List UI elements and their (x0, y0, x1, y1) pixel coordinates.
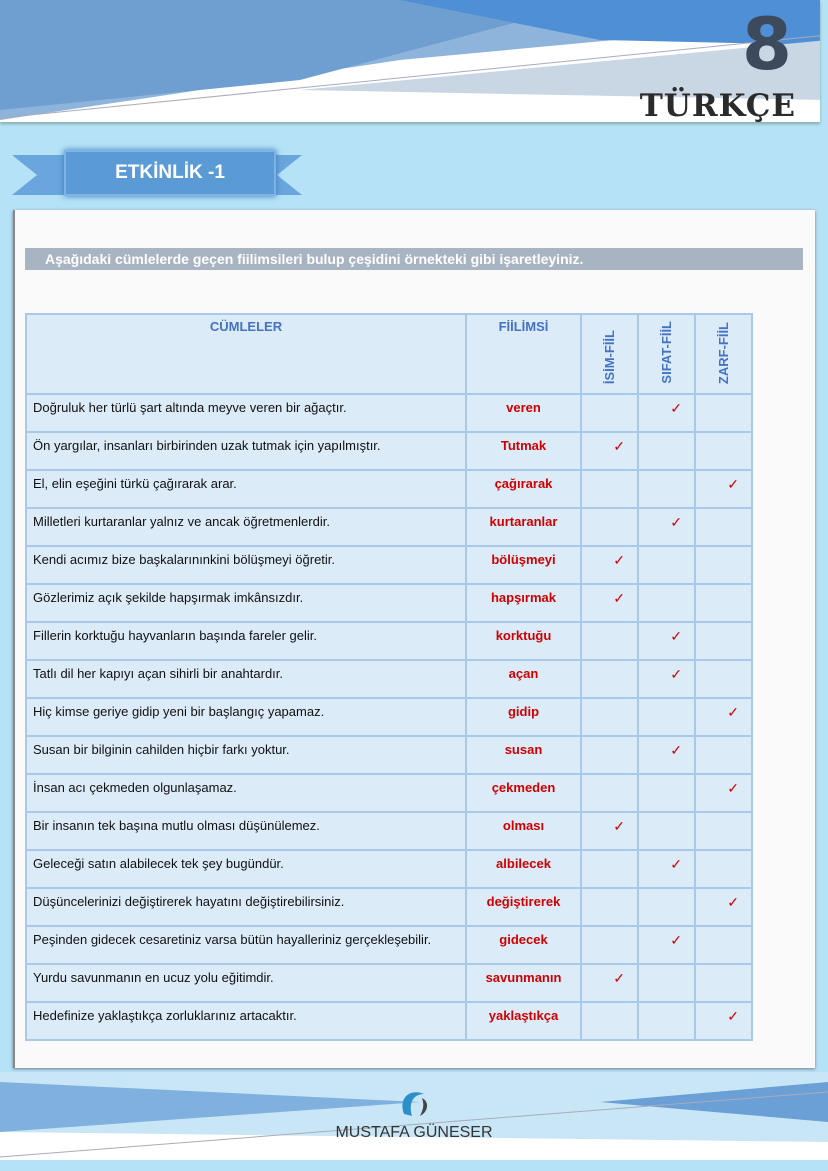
table-row (26, 926, 752, 964)
check-cell (581, 584, 638, 622)
check-cell (695, 698, 752, 736)
empty-cell (581, 660, 638, 698)
header-verbal: FİİLİMSİ (466, 314, 581, 394)
empty-cell (638, 888, 695, 926)
sentence-cell: Bir insanın tek başına mutlu olması düşünülemez. (26, 812, 466, 850)
empty-cell (638, 964, 695, 1002)
empty-cell (638, 546, 695, 584)
empty-cell (695, 622, 752, 660)
check-icon: ✓ (727, 476, 739, 492)
empty-cell (581, 736, 638, 774)
sentence-cell: El, elin eşeğini türkü çağırarak arar. (26, 470, 466, 508)
check-cell (638, 926, 695, 964)
subject-title: TÜRKÇE (639, 88, 796, 122)
activity-card (13, 210, 815, 1068)
check-cell (638, 508, 695, 546)
page-header (0, 0, 820, 122)
table-row (26, 964, 752, 1002)
table-row (26, 508, 752, 546)
check-icon: ✓ (613, 590, 625, 606)
check-cell (695, 888, 752, 926)
grade-number: 8 (741, 2, 792, 86)
check-icon: ✓ (727, 780, 739, 796)
verbal-cell: kurtaranlar (466, 508, 581, 546)
verbal-cell: açan (466, 660, 581, 698)
verbal-cell: olması (466, 812, 581, 850)
header-zarf-fiil: ZARF-FİİL (695, 314, 752, 394)
check-icon: ✓ (670, 856, 682, 872)
verbal-cell: susan (466, 736, 581, 774)
empty-cell (581, 622, 638, 660)
check-cell (638, 622, 695, 660)
sentence-cell: Tatlı dil her kapıyı açan sihirli bir anahtardır. (26, 660, 466, 698)
check-cell (695, 774, 752, 812)
check-cell (638, 850, 695, 888)
check-icon: ✓ (670, 628, 682, 644)
verbal-cell: gidip (466, 698, 581, 736)
check-cell (638, 736, 695, 774)
check-icon: ✓ (727, 1008, 739, 1024)
header-isim-fiil: İSİM-FİİL (581, 314, 638, 394)
empty-cell (581, 850, 638, 888)
sentence-cell: Susan bir bilginin cahilden hiçbir farkı yoktur. (26, 736, 466, 774)
verbal-cell: veren (466, 394, 581, 432)
table-row (26, 850, 752, 888)
check-icon: ✓ (613, 552, 625, 568)
sentence-cell: Geleceği satın alabilecek tek şey bugündür. (26, 850, 466, 888)
sentence-cell: Hiç kimse geriye gidip yeni bir başlangıç yapamaz. (26, 698, 466, 736)
empty-cell (581, 394, 638, 432)
table-row (26, 812, 752, 850)
check-cell (581, 432, 638, 470)
activity-title: ETKİNLİK -1 (64, 150, 276, 196)
check-icon: ✓ (613, 818, 625, 834)
table-row (26, 736, 752, 774)
verbal-cell: korktuğu (466, 622, 581, 660)
empty-cell (695, 926, 752, 964)
check-icon: ✓ (670, 666, 682, 682)
empty-cell (638, 812, 695, 850)
empty-cell (638, 698, 695, 736)
verbal-cell: gidecek (466, 926, 581, 964)
empty-cell (581, 926, 638, 964)
check-icon: ✓ (670, 932, 682, 948)
table-row (26, 546, 752, 584)
instruction-bar: Aşağıdaki cümlelerde geçen fiilimsileri bulup çeşidini örnekteki gibi işaretleyiniz. (25, 248, 803, 270)
sentence-cell: Doğruluk her türlü şart altında meyve veren bir ağaçtır. (26, 394, 466, 432)
table-row (26, 774, 752, 812)
table-row (26, 888, 752, 926)
sentence-cell: Düşüncelerinizi değiştirerek hayatını değiştirebilirsiniz. (26, 888, 466, 926)
sentence-cell: Ön yargılar, insanları birbirinden uzak tutmak için yapılmıştır. (26, 432, 466, 470)
empty-cell (695, 964, 752, 1002)
check-cell (638, 394, 695, 432)
verbal-cell: Tutmak (466, 432, 581, 470)
verbal-table (25, 313, 753, 1041)
empty-cell (638, 1002, 695, 1040)
brand-name: MUSTAFA GÜNESER (335, 1124, 493, 1141)
verbal-cell: değiştirerek (466, 888, 581, 926)
empty-cell (638, 774, 695, 812)
sentence-cell: İnsan acı çekmeden olgunlaşamaz. (26, 774, 466, 812)
sentence-cell: Kendi acımız bize başkalarınınkini bölüşmeyi öğretir. (26, 546, 466, 584)
empty-cell (695, 660, 752, 698)
empty-cell (695, 508, 752, 546)
header-sifat-fiil: SIFAT-FİİL (638, 314, 695, 394)
sentence-cell: Gözlerimiz açık şekilde hapşırmak imkânsızdır. (26, 584, 466, 622)
check-cell (581, 812, 638, 850)
check-icon: ✓ (727, 894, 739, 910)
table-row (26, 432, 752, 470)
check-icon: ✓ (670, 742, 682, 758)
check-icon: ✓ (613, 970, 625, 986)
verbal-cell: albilecek (466, 850, 581, 888)
empty-cell (638, 584, 695, 622)
verbal-cell: savunmanın (466, 964, 581, 1002)
activity-ribbon (12, 140, 312, 210)
empty-cell (638, 470, 695, 508)
sentence-cell: Milletleri kurtaranlar yalnız ve ancak öğretmenlerdir. (26, 508, 466, 546)
table-row (26, 470, 752, 508)
check-cell (638, 660, 695, 698)
table-row (26, 584, 752, 622)
empty-cell (581, 508, 638, 546)
table-row (26, 394, 752, 432)
check-cell (695, 1002, 752, 1040)
empty-cell (695, 432, 752, 470)
empty-cell (695, 812, 752, 850)
empty-cell (695, 584, 752, 622)
table-row (26, 622, 752, 660)
verbal-cell: yaklaştıkça (466, 1002, 581, 1040)
page-footer (0, 1072, 828, 1160)
check-icon: ✓ (613, 438, 625, 454)
sentence-cell: Fillerin korktuğu hayvanların başında fareler gelir. (26, 622, 466, 660)
verbal-cell: bölüşmeyi (466, 546, 581, 584)
sentence-cell: Peşinden gidecek cesaretiniz varsa bütün hayalleriniz gerçekleşebilir. (26, 926, 466, 964)
verbal-cell: çağırarak (466, 470, 581, 508)
check-cell (581, 546, 638, 584)
empty-cell (581, 1002, 638, 1040)
empty-cell (581, 774, 638, 812)
check-icon: ✓ (727, 704, 739, 720)
empty-cell (638, 432, 695, 470)
table-row (26, 660, 752, 698)
empty-cell (695, 394, 752, 432)
check-cell (581, 964, 638, 1002)
check-cell (695, 470, 752, 508)
table-row (26, 1002, 752, 1040)
empty-cell (581, 888, 638, 926)
table-row (26, 698, 752, 736)
check-icon: ✓ (670, 400, 682, 416)
sentence-cell: Hedefinize yaklaştıkça zorluklarınız artacaktır. (26, 1002, 466, 1040)
verbal-cell: çekmeden (466, 774, 581, 812)
check-icon: ✓ (670, 514, 682, 530)
empty-cell (581, 470, 638, 508)
empty-cell (695, 850, 752, 888)
empty-cell (695, 736, 752, 774)
header-sentences: CÜMLELER (26, 314, 466, 394)
brand-logo-icon (396, 1084, 436, 1124)
empty-cell (581, 698, 638, 736)
sentence-cell: Yurdu savunmanın en ucuz yolu eğitimdir. (26, 964, 466, 1002)
empty-cell (695, 546, 752, 584)
verbal-cell: hapşırmak (466, 584, 581, 622)
